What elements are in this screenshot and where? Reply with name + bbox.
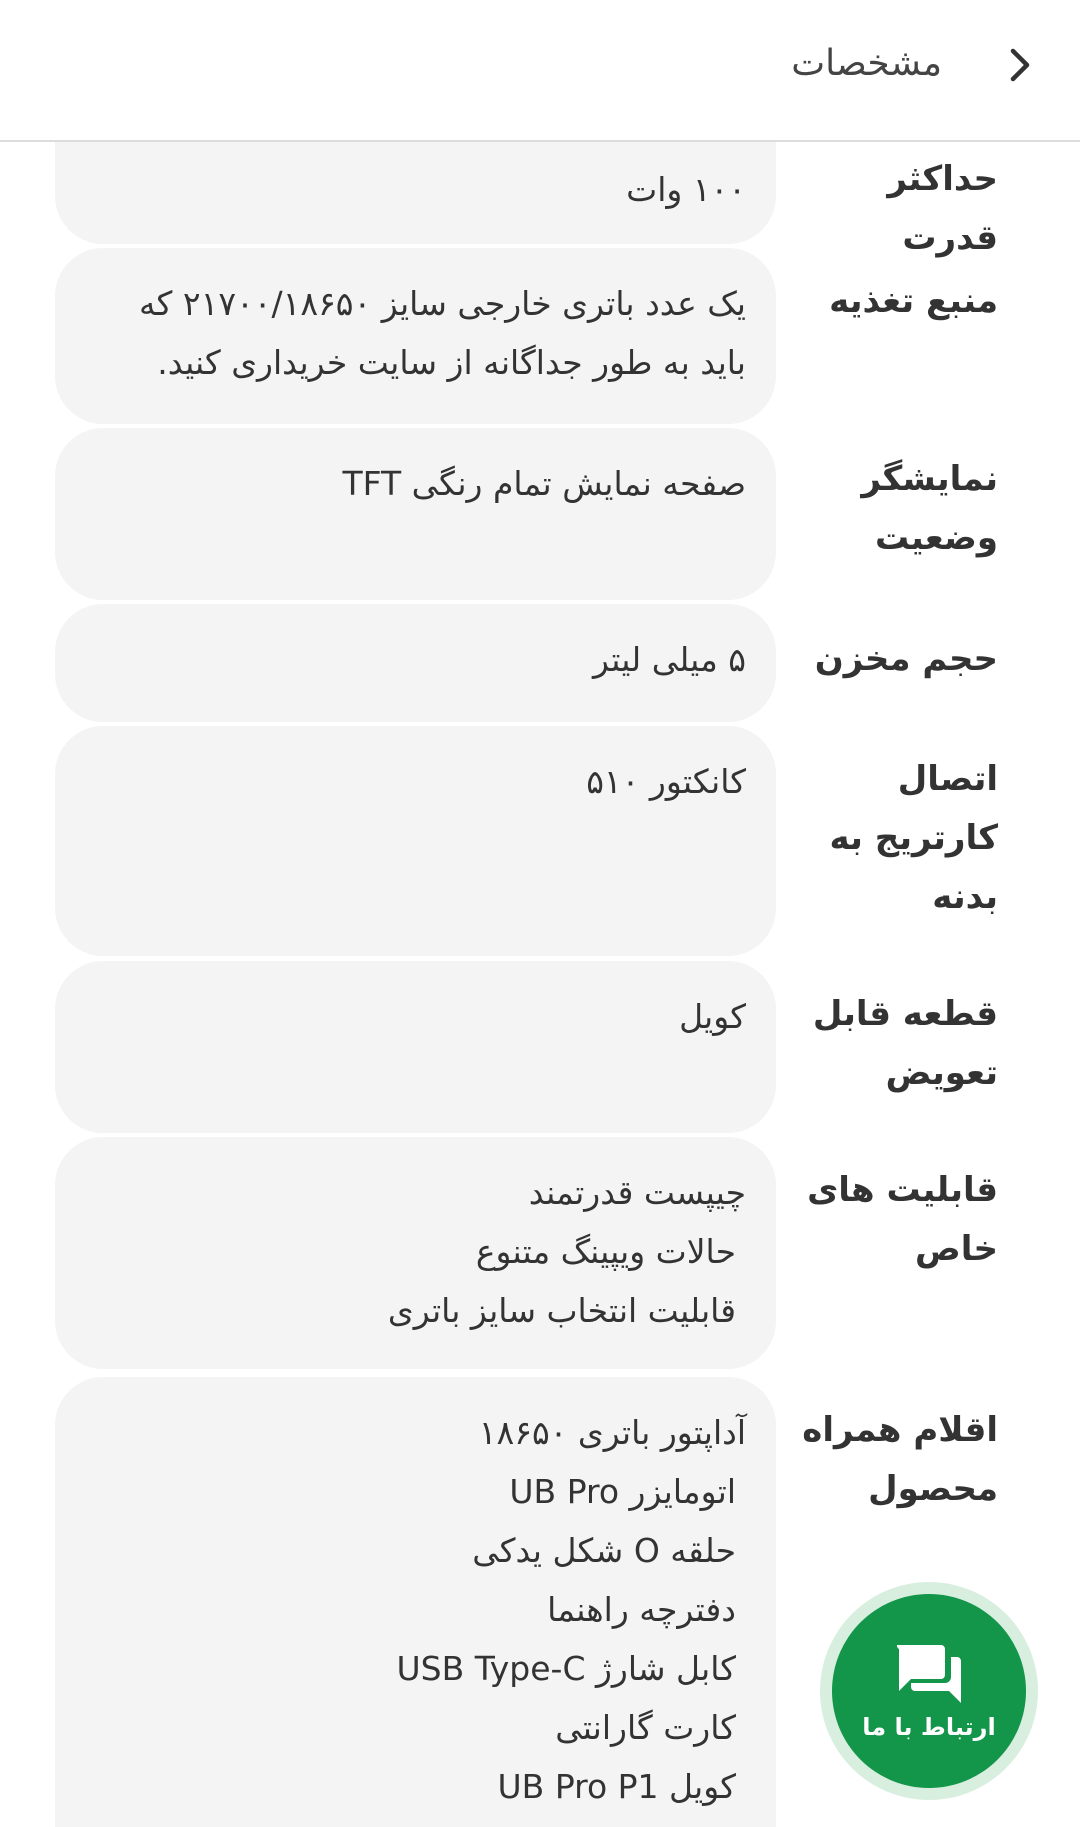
back-button[interactable] xyxy=(980,30,1060,100)
spec-value xyxy=(55,1137,776,1369)
spec-value-line: ۵ میلی لیتر xyxy=(593,640,746,679)
spec-value-line: حالات ویپینگ متنوع xyxy=(475,1232,736,1271)
top-app-bar xyxy=(0,0,1080,142)
spec-value-line: کانکتور ۵۱۰ xyxy=(586,762,746,801)
spec-value-line: دفترچه راهنما xyxy=(547,1590,736,1629)
spec-label: اتصال کارتریج به بدنه xyxy=(829,759,998,917)
spec-label: حداکثر قدرت xyxy=(887,159,998,258)
contact-us-button-inner xyxy=(832,1594,1026,1788)
spec-value-line: کابل شارژ USB Type-C xyxy=(396,1649,736,1688)
spec-label: قطعه قابل تعویض xyxy=(812,994,998,1093)
spec-value xyxy=(55,428,776,600)
contact-us-button[interactable] xyxy=(820,1582,1038,1800)
spec-value xyxy=(55,726,776,956)
spec-value xyxy=(55,140,776,244)
spec-label: قابلیت های خاص xyxy=(807,1170,998,1269)
spec-value-line: آداپتور باتری ۱۸۶۵۰ xyxy=(478,1413,746,1452)
spec-label: منبع تغذیه xyxy=(829,281,998,321)
chevron-right-icon xyxy=(1000,45,1040,85)
spec-value xyxy=(55,604,776,722)
spec-value-line: چیپست قدرتمند xyxy=(528,1173,746,1212)
spec-value xyxy=(55,961,776,1133)
page-title: مشخصات xyxy=(791,43,942,84)
spec-value-line: باید به طور جداگانه از سایت خریداری کنید. xyxy=(157,343,746,382)
spec-label: نمایشگر وضعیت xyxy=(861,459,998,558)
spec-label: اقلام همراه محصول xyxy=(802,1410,998,1509)
contact-us-label: ارتباط با ما xyxy=(862,1713,996,1741)
spec-value-line: کویل UB Pro P1 xyxy=(497,1767,736,1806)
spec-value-line: کارت گارانتی xyxy=(555,1708,736,1747)
spec-value-line: کویل xyxy=(679,997,746,1036)
spec-value-line: یک عدد باتری خارجی سایز ۲۱۷۰۰/۱۸۶۵۰ که xyxy=(138,284,746,323)
spec-value xyxy=(55,248,776,424)
chat-bubbles-icon xyxy=(893,1641,965,1707)
spec-value-line: اتومایزر UB Pro xyxy=(509,1472,736,1511)
spec-value-line: ۱۰۰ وات xyxy=(626,170,746,209)
spec-value-line: صفحه نمایش تمام رنگی TFT xyxy=(342,464,746,503)
spec-value-line: قابلیت انتخاب سایز باتری xyxy=(387,1291,736,1330)
spec-value xyxy=(55,1377,776,1827)
spec-label: حجم مخزن xyxy=(814,639,998,679)
spec-value-line: حلقه O شکل یدکی xyxy=(472,1531,736,1570)
